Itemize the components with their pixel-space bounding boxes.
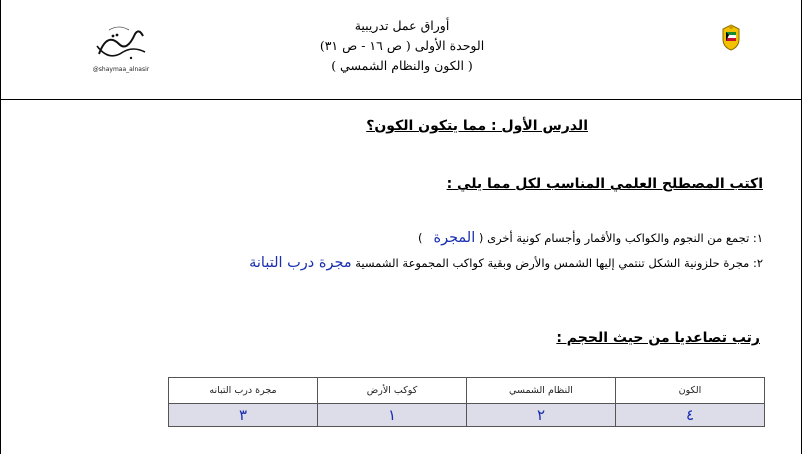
question1-item2 bbox=[249, 255, 763, 271]
item1-answer: المجرة bbox=[433, 230, 476, 246]
header-divider bbox=[1, 99, 802, 100]
table-answer-row bbox=[169, 404, 765, 427]
table-answer-cell: ٢ bbox=[467, 404, 616, 427]
header-unit: الوحدة الأولى ( ص ١٦ - ص ٣١) bbox=[319, 38, 485, 53]
item1-text: ١: تجمع من النجوم والكواكب والأقمار وأجسام كونية أخرى ( bbox=[478, 231, 763, 245]
item2-text: ٢: مجرة حلزونية الشكل تنتمي إليها الشمس والأرض وبقية كواكب المجموعة الشمسية bbox=[355, 256, 763, 270]
table-header-cell: الكون bbox=[616, 378, 765, 404]
header-topic: ( الكون والنظام الشمسي ) bbox=[331, 58, 473, 73]
item1-close-paren: ) bbox=[418, 231, 423, 245]
table-header-cell: مجرة درب التبانه bbox=[169, 378, 318, 404]
kuwait-emblem-icon bbox=[719, 22, 743, 52]
logo-handle: @shaymaa_alnasir bbox=[92, 66, 150, 73]
header-title: أوراق عمل تدريبية bbox=[354, 18, 450, 33]
ranking-table bbox=[168, 377, 765, 427]
lesson-title: الدرس الأول : مما يتكون الكون؟ bbox=[366, 118, 588, 134]
table-answer-cell: ٤ bbox=[616, 404, 765, 427]
table-answer-cell: ١ bbox=[318, 404, 467, 427]
table-answer-cell: ٣ bbox=[169, 404, 318, 427]
worksheet-header bbox=[251, 16, 553, 76]
item2-answer: مجرة درب التبانة bbox=[249, 255, 352, 271]
table-header-row bbox=[169, 378, 765, 404]
table-header-cell: النظام الشمسي bbox=[467, 378, 616, 404]
table-header-cell: كوكب الأرض bbox=[318, 378, 467, 404]
question1-item1 bbox=[418, 230, 763, 246]
question2-title: رتب تصاعديا من حيث الحجم : bbox=[556, 330, 760, 346]
calligraphy-logo bbox=[89, 22, 151, 68]
question1-title: اكتب المصطلح العلمي المناسب لكل مما يلي : bbox=[446, 176, 763, 192]
